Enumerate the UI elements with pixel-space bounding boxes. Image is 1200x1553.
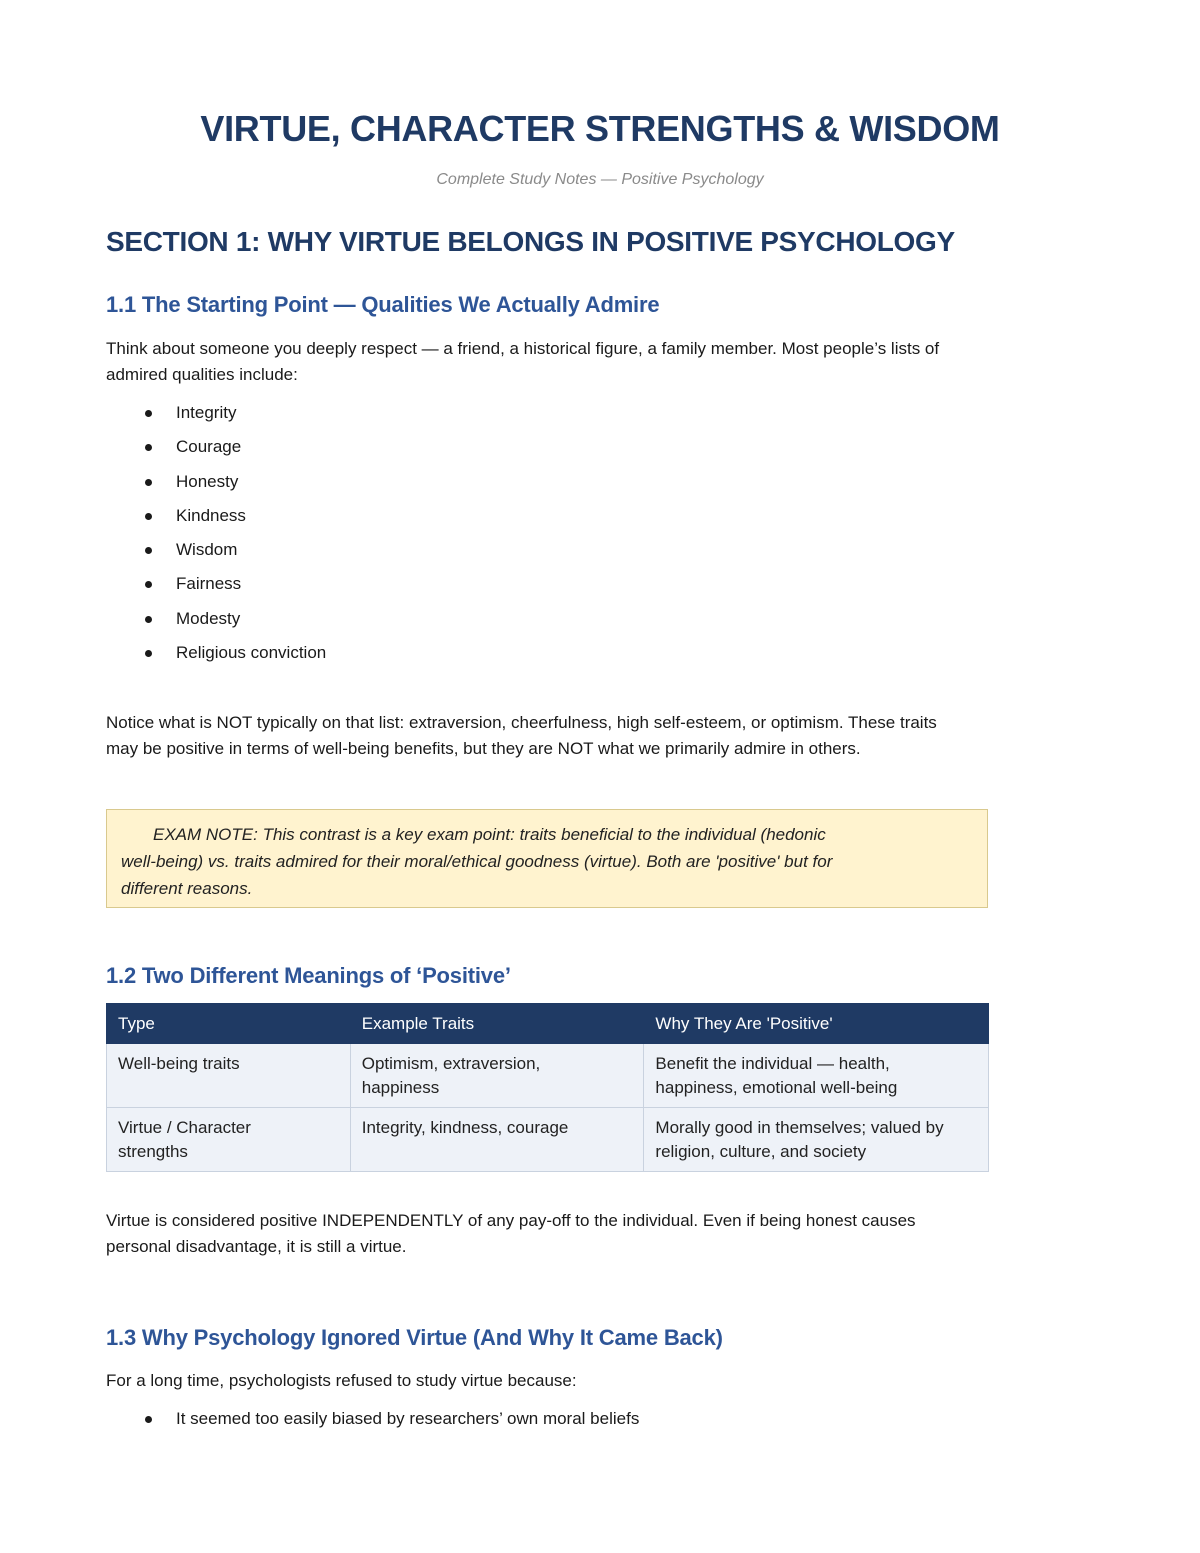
- intro-paragraph: [106, 336, 1090, 388]
- document-subtitle: Complete Study Notes — Positive Psychology: [436, 171, 764, 188]
- table-cell: Morally good in themselves; valued by religion, culture, and society: [644, 1108, 989, 1172]
- ignored-intro-paragraph: For a long time, psychologists refused to study virtue because:: [106, 1371, 577, 1390]
- table-row: [107, 1044, 989, 1108]
- notice-paragraph: [106, 710, 1090, 762]
- exam-note-line-3: different reasons.: [121, 879, 253, 898]
- section-1-heading: SECTION 1: WHY VIRTUE BELONGS IN POSITIVE PSYCHOLOGY: [106, 226, 955, 257]
- independence-line-1: Virtue is considered positive INDEPENDENTLY of any pay-off to the individual. Even if being honest causes: [106, 1211, 916, 1230]
- document-title: VIRTUE, CHARACTER STRENGTHS & WISDOM: [200, 108, 1000, 149]
- exam-note-line-1: EXAM NOTE: This contrast is a key exam point: traits beneficial to the individual (hedonic: [153, 825, 826, 844]
- subsection-1-3-heading: 1.3 Why Psychology Ignored Virtue (And Why It Came Back): [106, 1325, 723, 1350]
- notice-line-1: Notice what is NOT typically on that list: extraversion, cheerfulness, high self-esteem, or optimism. These traits: [106, 713, 937, 732]
- list-item-text: Integrity: [176, 403, 237, 422]
- table-cell: Well-being traits: [107, 1044, 351, 1108]
- intro-line-1: Think about someone you deeply respect — a friend, a historical figure, a family member. Most people’s lists of: [106, 339, 940, 358]
- admired-qualities-list: [106, 401, 326, 675]
- exam-note-line-2: well-being) vs. traits admired for their moral/ethical goodness (virtue). Both are 'positive' but for: [121, 852, 833, 871]
- column-header-example-traits: Example Traits: [350, 1004, 644, 1044]
- list-item: [106, 641, 326, 675]
- bullet-icon: [145, 547, 152, 554]
- list-item-text: Courage: [176, 437, 242, 457]
- list-item: [106, 435, 326, 469]
- table-cell: Virtue / Character strengths: [107, 1108, 351, 1172]
- exam-note-callout: [106, 809, 988, 908]
- list-item-text: Religious conviction: [176, 643, 327, 663]
- bullet-icon: [145, 444, 152, 451]
- bullet-icon: [145, 650, 152, 657]
- positive-meanings-table: [106, 1003, 989, 1172]
- column-header-why-positive: Why They Are 'Positive': [644, 1004, 989, 1044]
- list-item-text: Kindness: [176, 505, 246, 525]
- table-header-row: [107, 1004, 989, 1044]
- independence-line-2: personal disadvantage, it is still a virtue.: [106, 1237, 407, 1256]
- list-item: [106, 1407, 639, 1441]
- subsection-1-1-heading: 1.1 The Starting Point — Qualities We Actually Admire: [106, 292, 660, 317]
- bullet-icon: [145, 479, 152, 486]
- column-header-type: Type: [107, 1004, 351, 1044]
- table-cell: Optimism, extraversion, happiness: [350, 1044, 644, 1108]
- table-cell: Integrity, kindness, courage: [350, 1108, 644, 1172]
- list-item: [106, 607, 326, 641]
- list-item: [106, 401, 326, 435]
- intro-line-2: admired qualities include:: [106, 365, 298, 384]
- list-item-text: Fairness: [176, 574, 242, 594]
- list-item-text: Honesty: [176, 471, 239, 491]
- subsection-1-2-heading: 1.2 Two Different Meanings of ‘Positive’: [106, 963, 511, 988]
- table-row: [107, 1108, 989, 1172]
- list-item: [106, 470, 326, 504]
- notice-line-2: may be positive in terms of well-being benefits, but they are NOT what we primarily admire in others.: [106, 739, 861, 758]
- list-item-text: Modesty: [176, 608, 241, 628]
- bullet-icon: [145, 581, 152, 588]
- list-item-text: Wisdom: [176, 540, 238, 560]
- list-item-text: It seemed too easily biased by researchers’ own moral beliefs: [176, 1409, 640, 1428]
- table-cell: Benefit the individual — health, happiness, emotional well-being: [644, 1044, 989, 1108]
- bullet-icon: [145, 1416, 152, 1423]
- ignored-reasons-list: [106, 1407, 639, 1441]
- list-item: [106, 538, 326, 572]
- list-item: [106, 504, 326, 538]
- bullet-icon: [145, 513, 152, 520]
- bullet-icon: [145, 616, 152, 623]
- independence-paragraph: [106, 1208, 1090, 1260]
- bullet-icon: [145, 410, 152, 417]
- list-item: [106, 572, 326, 606]
